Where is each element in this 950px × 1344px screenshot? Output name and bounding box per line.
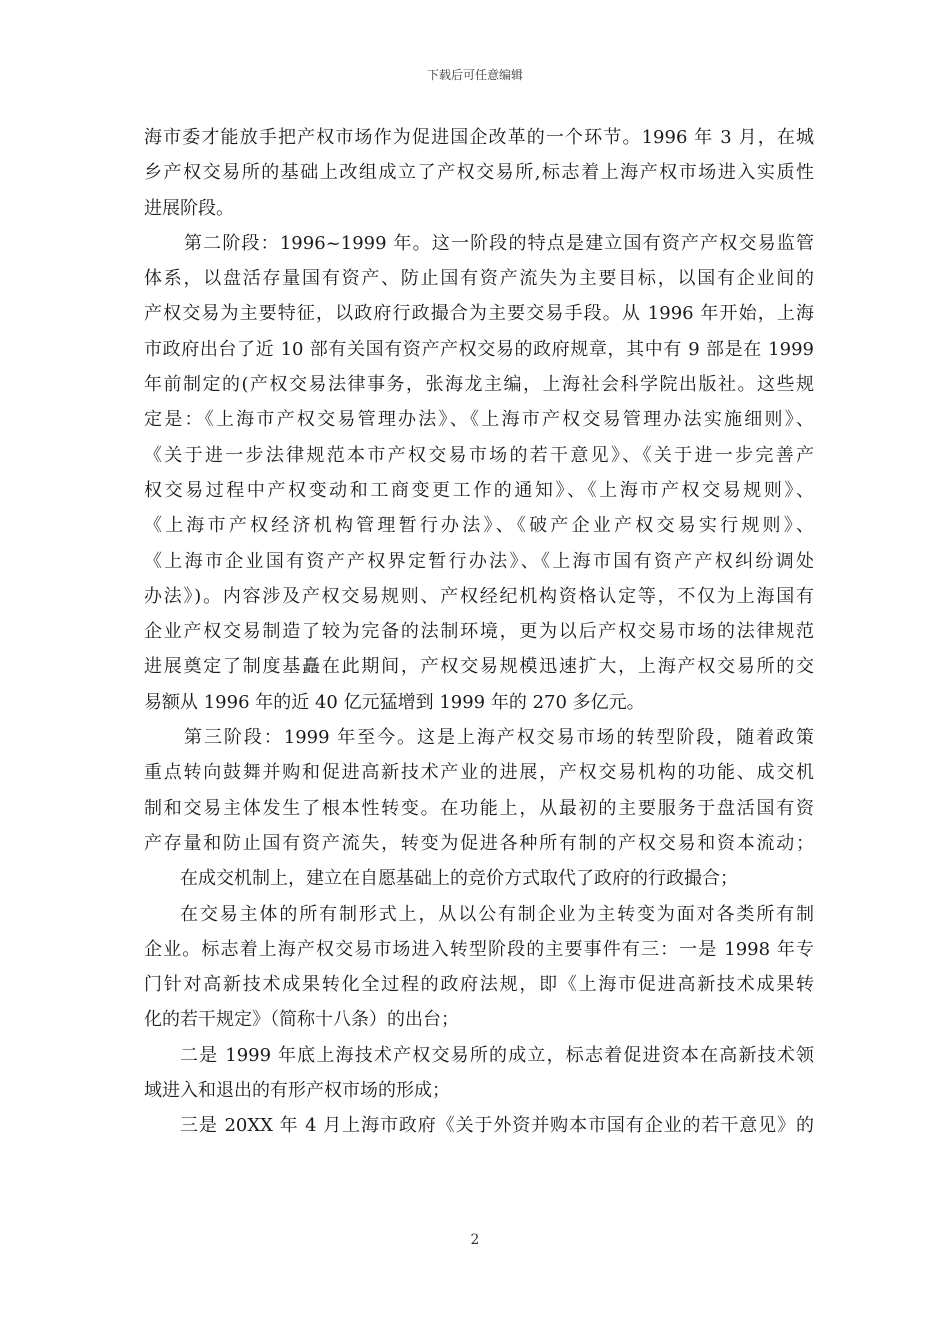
text-line: 海市委才能放手把产权市场作为促进国企改革的一个环节。1996 年 3 月，在城 [144, 127, 814, 148]
text-line: 体系，以盘活存量国有资产、防止国有资产流失为主要目标，以国有企业间的 [144, 268, 814, 290]
text-line: 三是 20XX 年 4 月上海市政府《关于外资并购本市国有企业的若干意见》的 [180, 1115, 814, 1137]
text-line: 在成交机制上，建立在自愿基础上的竞价方式取代了政府的行政撮合； [180, 868, 738, 890]
text-line: 产权交易为主要特征，以政府行政撮合为主要交易手段。从 1996 年开始，上海 [144, 303, 814, 325]
page-number: 2 [470, 1232, 480, 1248]
body-text [144, 120, 814, 1144]
text-line: 定是：《上海市产权交易管理办法》、《上海市产权交易管理办法实施细则》、 [144, 409, 814, 431]
text-line: 易额从 1996 年的近 40 亿元猛增到 1999 年的 270 多亿元。 [144, 691, 645, 713]
text-line: 门针对高新技术成果转化全过程的政府法规，即《上海市促进高新技术成果转 [144, 974, 814, 996]
text-line: 产存量和防止国有资产流失，转变为促进各种所有制的产权交易和资本流动； [144, 832, 814, 854]
text-line: 重点转向鼓舞并购和促进高新技术产业的进展，产权交易机构的功能、成交机 [144, 762, 814, 784]
text-line: 进展奠定了制度基矗在此期间，产权交易规模迅速扩大，上海产权交易所的交 [144, 656, 814, 678]
text-line: 《关于进一步法律规范本市产权交易市场的若干意见》、《关于进一步完善产 [144, 444, 814, 466]
text-line: 市政府出台了近 10 部有关国有资产产权交易的政府规章，其中有 9 部是在 1999 [144, 338, 814, 360]
text-line: 企业。标志着上海产权交易市场进入转型阶段的主要事件有三：一是 1998 年专 [144, 938, 814, 960]
text-line: 企业产权交易制造了较为完备的法制环境，更为以后产权交易市场的法律规范 [144, 621, 814, 643]
page-header: 下载后可任意编辑 [426, 68, 523, 82]
text-line: 进展阶段。 [144, 197, 234, 219]
text-line: 域进入和退出的有形产权市场的形成； [144, 1080, 450, 1102]
text-line: 在交易主体的所有制形式上，从以公有制企业为主转变为面对各类所有制 [180, 903, 814, 925]
text-line: 办法》)。内容涉及产权交易规则、产权经纪机构资格认定等，不仅为上海国有 [144, 585, 814, 607]
text-line: 权交易过程中产权变动和工商变更工作的通知》、《上海市产权交易规则》、 [144, 479, 814, 501]
text-line: 《上海市企业国有资产产权界定暂行办法》、《上海市国有资产产权纠纷调处 [144, 550, 814, 572]
text-line: 化的若干规定》（简称十八条）的出台； [144, 1009, 459, 1031]
text-line: 二是 1999 年底上海技术产权交易所的成立，标志着促进资本在高新技术领 [180, 1044, 814, 1066]
text-line: 年前制定的(产权交易法律事务，张海龙主编，上海社会科学院出版社。这些规 [144, 374, 814, 396]
text-line: 乡产权交易所的基础上改组成立了产权交易所,标志着上海产权市场进入实质性 [144, 162, 814, 184]
text-line: 制和交易主体发生了根本性转变。在功能上，从最初的主要服务于盘活国有资 [144, 797, 814, 819]
text-line: 第二阶段：1996~1999 年。这一阶段的特点是建立国有资产产权交易监管 [184, 232, 814, 254]
text-line: 第三阶段：1999 年至今。这是上海产权交易市场的转型阶段，随着政策 [184, 727, 814, 749]
text-line: 《上海市产权经济机构管理暂行办法》、《破产企业产权交易实行规则》、 [144, 515, 814, 537]
